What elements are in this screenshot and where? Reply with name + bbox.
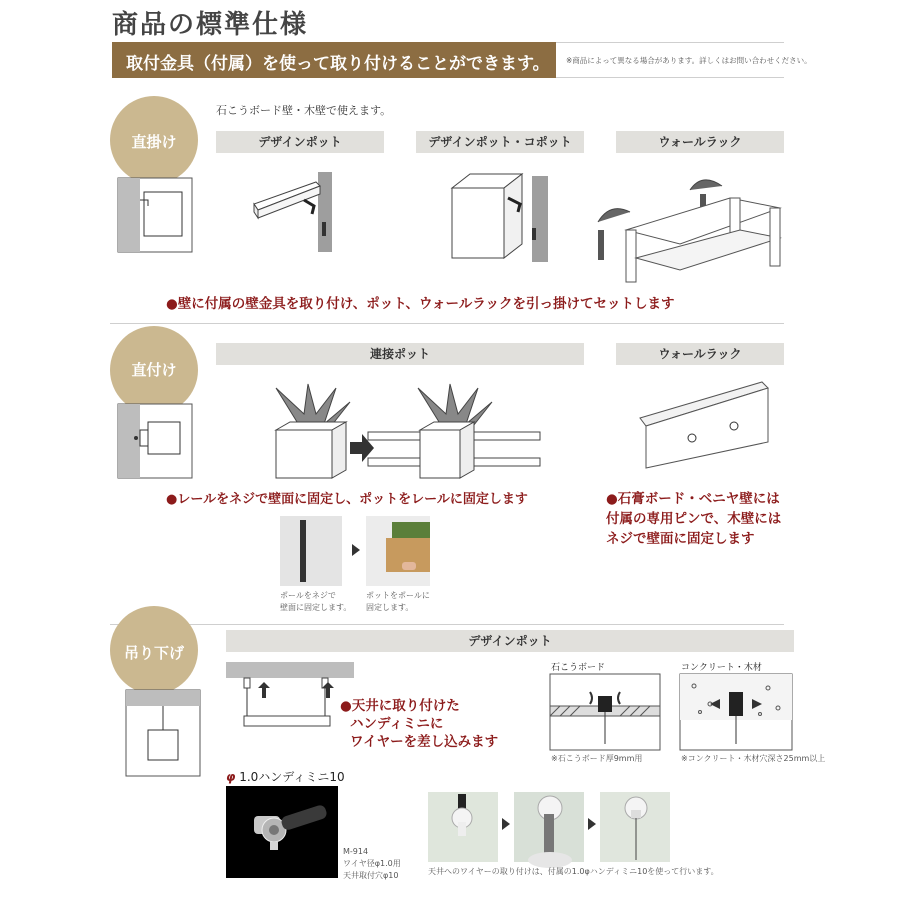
section3-col-designpot: デザインポット — [226, 630, 794, 652]
install-step-photo-3 — [600, 792, 670, 862]
install-step-arrow-2 — [588, 818, 596, 830]
section2-instruction-right-2: 付属の専用ピンで、木壁には — [606, 511, 782, 527]
designpot-hang-illustration — [246, 172, 356, 252]
section1-col-designpot: デザインポット — [216, 131, 384, 153]
gypsum-board-diagram — [550, 674, 662, 752]
product-code: M-914 — [343, 847, 369, 856]
photo-caption-2-line1: ポットをポールに — [366, 591, 430, 600]
section2-instruction-right-3: ネジで壁面に固定します — [606, 531, 755, 547]
install-step-arrow-1 — [502, 818, 510, 830]
photo-caption-1-line1: ポールをネジで — [280, 591, 336, 600]
disclaimer-note: ※商品によって異なる場合があります。詳しくはお問い合わせください。 — [566, 56, 812, 65]
section3-instruction-2: ハンディミニに — [350, 716, 444, 732]
section2-instruction-right-1: ●石膏ボード・ベニヤ壁には — [606, 491, 780, 507]
page-title: 商品の標準仕様 — [112, 10, 309, 40]
section1-col-wallrack: ウォールラック — [616, 131, 784, 153]
gypsum-note: ※石こうボード厚9mm用 — [551, 754, 643, 763]
copot-hang-illustration — [448, 170, 558, 262]
badge-label-direct-hang: 直掛け — [131, 133, 177, 151]
section1-intro: 石こうボード壁・木壁で使えます。 — [216, 104, 392, 117]
hanging-icon — [126, 690, 200, 776]
linked-pot-illustration — [262, 384, 542, 480]
concrete-wood-diagram — [680, 674, 794, 752]
section2-col-wallrack: ウォールラック — [616, 343, 784, 365]
section2-divider — [110, 624, 784, 625]
section2-instruction-left: ●レールをネジで壁面に固定し、ポットをレールに固定します — [166, 492, 528, 507]
wallrack-hang-illustration — [590, 172, 790, 284]
pot-fixing-photo — [366, 516, 430, 586]
concrete-label: コンクリート・木材 — [681, 663, 762, 673]
product-spec-2: 天井取付穴φ10 — [343, 871, 399, 880]
install-step-photo-1 — [428, 792, 498, 862]
section3-instruction-3: ワイヤーを差し込みます — [350, 734, 499, 750]
step-arrow-icon — [352, 544, 362, 556]
section3-instruction-1: ●天井に取り付けた — [340, 698, 460, 714]
banner-top-rule — [556, 42, 784, 43]
wallrack-mount-illustration — [636, 378, 768, 472]
product-spec-1: ワイヤ径φ1.0用 — [343, 859, 401, 868]
direct-mount-icon — [118, 404, 192, 478]
ceiling-mount-illustration — [226, 662, 356, 738]
pole-fixing-photo — [280, 516, 342, 586]
concrete-note: ※コンクリート・木材穴深さ25mm以上 — [681, 754, 826, 763]
install-step-photo-2 — [514, 792, 584, 862]
section2-col-linked-pot: 連接ポット — [216, 343, 584, 365]
banner-text: 取付金具（付属）を使って取り付けることができます。 — [126, 54, 550, 74]
photo-caption-2-line2: 固定します。 — [366, 603, 414, 612]
gypsum-label: 石こうボード — [551, 663, 606, 673]
product-name: 1.0ハンディミニ10 — [239, 770, 345, 784]
section1-instruction: ●壁に付属の壁金具を取り付け、ポット、ウォールラックを引っ掛けてセットします — [166, 296, 675, 312]
handy-mini-product-photo — [226, 786, 338, 878]
installation-footnote: 天井へのワイヤーの取り付けは、付属の1.0φハンディミニ10を使って行います。 — [428, 867, 719, 876]
badge-label-direct-mount: 直付け — [131, 361, 177, 379]
direct-hang-icon — [118, 178, 192, 252]
section1-divider — [110, 323, 784, 324]
product-name-line — [226, 768, 345, 785]
photo-caption-1-line2: 壁面に固定します。 — [280, 603, 352, 612]
banner-bottom-rule — [556, 77, 784, 78]
badge-label-hanging: 吊り下げ — [123, 644, 184, 662]
phi-symbol: φ — [226, 770, 236, 784]
section1-col-designpot-copot: デザインポット・コポット — [416, 131, 584, 153]
